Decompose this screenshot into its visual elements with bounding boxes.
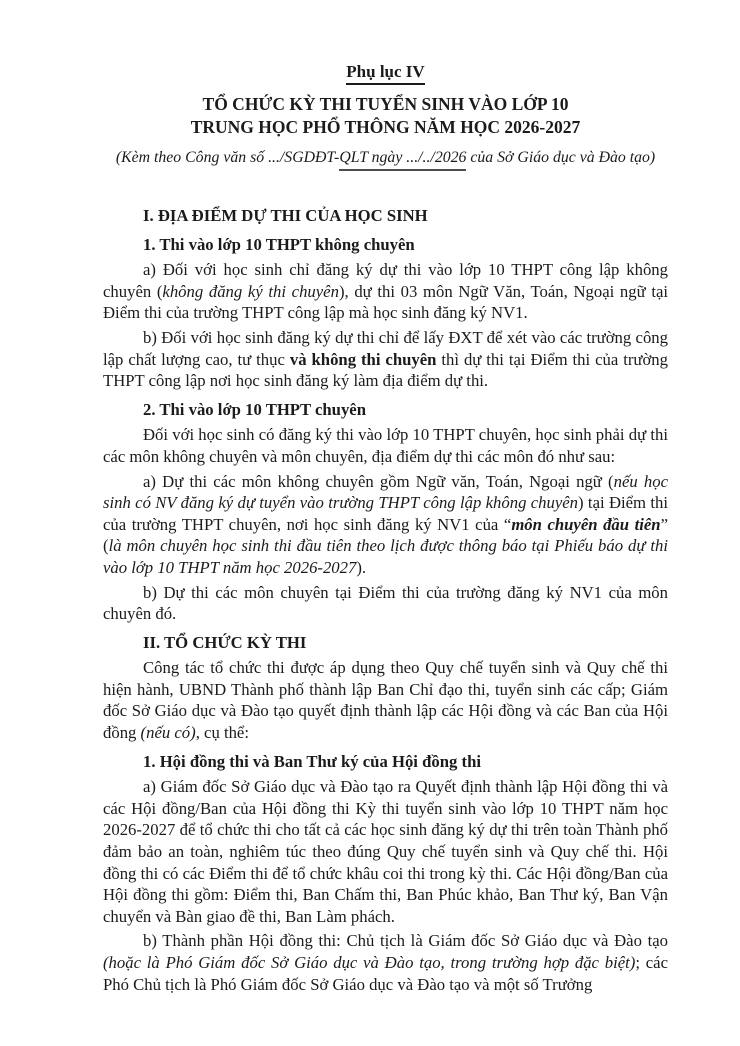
text-run: (nếu có) [140,723,196,743]
text-run: Đối với học sinh có đăng ký thi vào lớp 10 THPT chuyên, học sinh phải dự thi các môn không chuyên và môn chuyên, địa điểm dự thi các môn đó như sau: [103,425,668,466]
text-run: b) Thành phần Hội đồng thi: Chủ tịch là Giám đốc Sở Giáo dục và Đào tạo [143,931,668,951]
text-run: không đăng ký thi chuyên [162,281,339,301]
subsection-heading-I-1 [103,234,668,256]
text-run: ” ( [103,514,668,556]
text-run: (hoặc là Phó Giám đốc Sở Giáo dục và Đào tạo, trong trường hợp đặc biệt) [103,953,636,972]
text-run: Công tác tổ chức thi được áp dụng theo Quy chế tuyển sinh và Quy chế thi hiện hành, UBND Thành phố thành lập Ban Chỉ đạo thi, tuyển sinh các cấp; Giám đốc Sở Giáo dục và Đào tạo quyết định thành lập các Hội đồng và các Ban của Hội đồng [103,658,668,743]
appendix-title: Phụ lục IV [346,62,424,85]
paragraph-I-1-b [103,327,668,392]
subtitle-text-post: của Sở Giáo dục và Đào tạo) [466,149,656,166]
section-heading-I [103,205,668,227]
section-heading-II [103,632,668,654]
subsection-heading-II-1 [103,751,668,773]
text-run: môn chuyên đầu tiên [511,514,661,534]
text-run: 1. Hội đồng thi và Ban Thư ký của Hội đồng thi [143,751,481,771]
text-run: , cụ thể: [195,723,249,743]
text-run: a) Giám đốc Sở Giáo dục và Đào tạo ra Quyết định thành lập Hội đồng thi và các Hội đồng/Ban của Hội đồng thi Kỳ thi tuyển sinh vào lớp 10 THPT năm học 2026-2027 để tổ chức thi cho tất cả các học sinh đăng ký dự thi trên toàn Thành phố đảm bảo an toàn, nghiêm túc theo đúng Quy chế tuyển sinh và Quy chế thi. Hội đồng thi có các Điểm thi để tổ chức khâu coi thi trong kỳ thi. Các Hội đồng/Ban của Hội đồng thi gồm: Điểm thi, Ban Chấm thi, Ban Phúc khảo, Ban Thư ký, Ban Vận chuyển và Bàn giao đề thi, Ban Làm phách. [103,777,668,926]
paragraph-II-1-b [103,930,668,995]
text-run: b) Đối với học sinh đăng ký dự thi chỉ để lấy ĐXT để xét vào các trường công lập chất lượng cao, tư thục [103,327,668,369]
text-run: là môn chuyên học sinh thi đầu tiên theo lịch được thông báo tại Phiếu báo dự thi vào lớp 10 THPT năm học 2026-2027 [103,536,668,577]
paragraph-I-2-b [103,582,668,625]
document-subtitle [103,147,668,169]
text-run: I. ĐỊA ĐIỂM DỰ THI CỦA HỌC SINH [143,206,428,225]
text-run: II. TỔ CHỨC KỲ THI [143,632,307,652]
subtitle-underlined-text: QLT ngày .../../2026 [339,149,466,171]
document-body [103,205,668,995]
text-run: nếu học sinh có NV đăng ký dự tuyển vào trường THPT công lập không chuyên [103,471,668,513]
paragraph-II-1-a [103,776,668,927]
text-run: b) Dự thi các môn chuyên tại Điểm thi của trường đăng ký NV1 của môn chuyên đó. [103,582,668,624]
paragraph-I-1-a [103,259,668,324]
paragraph-I-2-intro [103,424,668,467]
text-run: ; các Phó Chủ tịch là Phó Giám đốc Sở Giáo dục và Đào tạo và một số Trưởng [103,953,668,994]
paragraph-I-2-a [103,471,668,579]
paragraph-II-intro [103,657,668,743]
document-title-line2: TRUNG HỌC PHỔ THÔNG NĂM HỌC 2026-2027 [190,117,581,137]
text-run: ), dự thi 03 môn Ngữ Văn, Toán, Ngoại ngữ tại Điểm thi của trường THPT công lập mà học sinh đăng ký NV1. [103,281,668,323]
text-run: 1. Thi vào lớp 10 THPT không chuyên [143,234,415,254]
subsection-heading-I-2 [103,399,668,421]
document-header [103,62,668,169]
text-run: ). [356,557,367,577]
text-run: thì dự thi tại Điểm thi của trường THPT công lập nơi học sinh đăng ký làm địa điểm dự thi. [103,349,668,391]
text-run: 2. Thi vào lớp 10 THPT chuyên [143,399,366,419]
text-run: a) Đối với học sinh chỉ đăng ký dự thi vào lớp 10 THPT công lập không chuyên ( [103,260,668,301]
text-run: và không thi chuyên [289,349,437,369]
document-title-line1: TỔ CHỨC KỲ THI TUYỂN SINH VÀO LỚP 10 [202,94,569,114]
text-run: a) Dự thi các môn không chuyên gồm Ngữ văn, Toán, Ngoại ngữ ( [143,471,614,491]
subtitle-text-pre: (Kèm theo Công văn số .../SGDĐT- [115,149,340,166]
appendix-title-row [103,62,668,85]
text-run: ) tại Điểm thi của trường THPT chuyên, nơi học sinh đăng ký NV1 của “ [103,493,668,534]
